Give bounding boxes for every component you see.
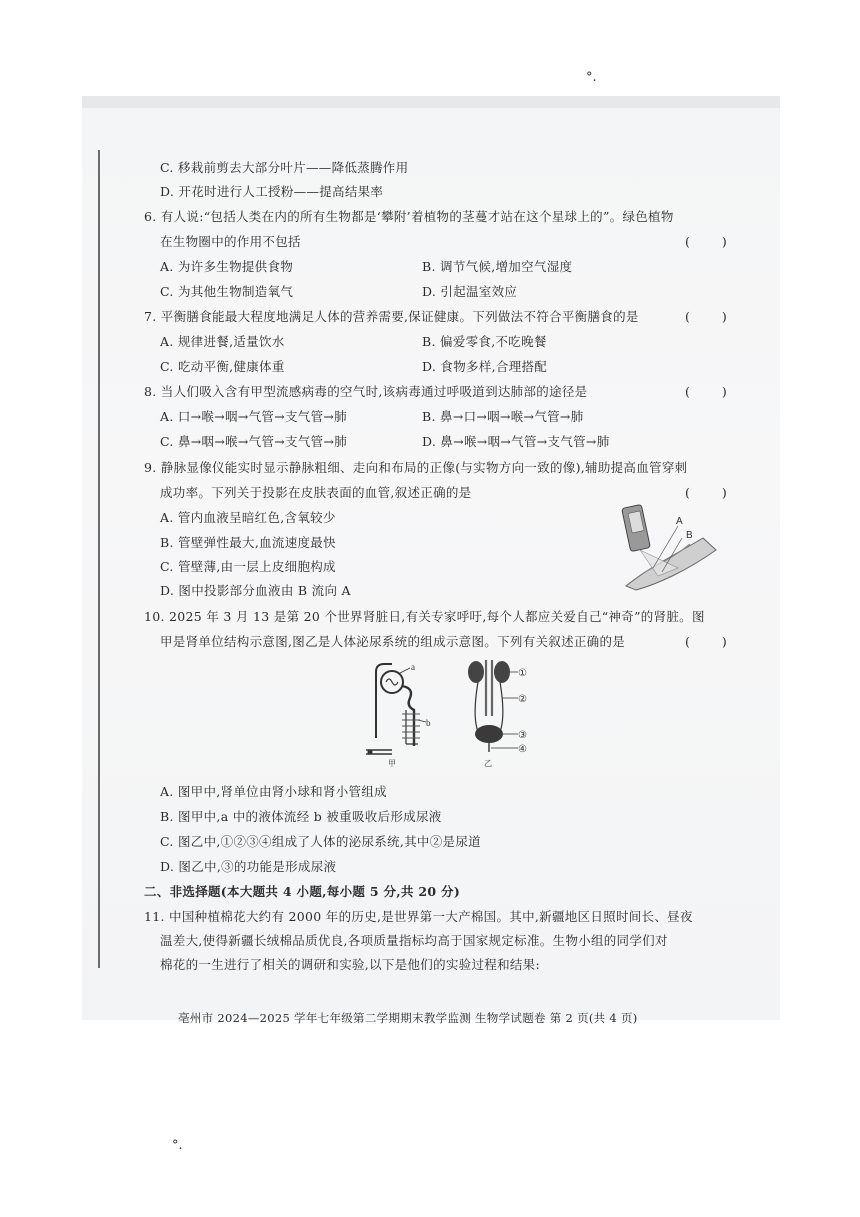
nephron-diagram	[362, 658, 432, 768]
q10-option-a: A. 图甲中,肾单位由肾小球和肾小管组成	[160, 784, 387, 799]
q9-figure-label-b: B	[686, 530, 693, 541]
q6-option-d: D. 引起温室效应	[422, 284, 518, 299]
q8-answer-blank: ( )	[685, 384, 741, 399]
q11-line1: 11. 中国种植棉花大约有 2000 年的历史,是世界第一大产棉国。其中,新疆地区日照时间长、昼夜	[144, 909, 693, 924]
q10-answer-blank: ( )	[685, 634, 741, 649]
q9-option-a: A. 管内血液呈暗红色,含氧较少	[160, 510, 336, 525]
q10-option-b: B. 图甲中,a 中的液体流经 b 被重吸收后形成尿液	[160, 809, 442, 824]
page-footer: 亳州市 2024—2025 学年七年级第二学期期末教学监测 生物学试题卷 第 2 页(共 4 页)	[178, 1011, 638, 1025]
q9-option-c: C. 管壁薄,由一层上皮细胞构成	[160, 559, 336, 574]
q5-option-c: C. 移栽前剪去大部分叶片——降低蒸腾作用	[160, 160, 409, 175]
q9-answer-blank: ( )	[685, 485, 741, 500]
q7-option-c: C. 吃动平衡,健康体重	[160, 359, 285, 374]
corner-mark-top: °.	[586, 70, 597, 85]
q7-option-b: B. 偏爱零食,不吃晚餐	[422, 334, 547, 349]
q11-line3: 棉花的一生进行了相关的调研和实验,以下是他们的实验过程和结果:	[160, 957, 540, 972]
left-margin-rule	[98, 150, 100, 968]
urinary-label-4: ④	[518, 744, 527, 755]
urinary-system-diagram	[458, 656, 540, 768]
q9-option-d: D. 图中投影部分血液由 B 流向 A	[160, 583, 351, 598]
scan-top-band	[82, 96, 780, 108]
q5-option-d: D. 开花时进行人工授粉——提高结果率	[160, 184, 384, 199]
urinary-label-3: ③	[518, 730, 527, 741]
nephron-label-b: b	[426, 718, 431, 728]
vein-imager-figure	[618, 498, 718, 590]
nephron-label-a: a	[411, 662, 415, 672]
q6-stem-line2: 在生物圈中的作用不包括	[160, 234, 301, 249]
q10-option-c: C. 图乙中,①②③④组成了人体的泌尿系统,其中②是尿道	[160, 834, 481, 849]
q8-option-d: D. 鼻→喉→咽→气管→支气管→肺	[422, 434, 610, 449]
q6-option-a: A. 为许多生物提供食物	[160, 259, 294, 274]
urinary-label-1: ①	[518, 668, 527, 679]
q6-option-c: C. 为其他生物制造氧气	[160, 284, 294, 299]
urinary-label-2: ②	[518, 694, 527, 705]
q7-answer-blank: ( )	[685, 309, 741, 324]
q10-stem-line2: 甲是肾单位结构示意图,图乙是人体泌尿系统的组成示意图。下列有关叙述正确的是	[160, 634, 626, 649]
q6-answer-blank: ( )	[685, 234, 741, 249]
figure-yi-label: 乙	[484, 759, 492, 768]
q7-option-a: A. 规律进餐,适量饮水	[160, 334, 285, 349]
q9-option-b: B. 管壁弹性最大,血流速度最快	[160, 535, 336, 550]
q10-stem-line1: 10. 2025 年 3 月 13 是第 20 个世界肾脏日,有关专家呼吁,每个人都应关爱自己“神奇”的肾脏。图	[144, 609, 705, 624]
q8-stem: 8. 当人们吸入含有甲型流感病毒的空气时,该病毒通过呼吸道到达肺部的途径是	[144, 384, 588, 399]
q9-stem-line1: 9. 静脉显像仪能实时显示静脉粗细、走向和布局的正像(与实物方向一致的像),辅助提高血管穿刺	[144, 460, 688, 475]
q8-option-c: C. 鼻→咽→喉→气管→支气管→肺	[160, 434, 348, 449]
q8-option-a: A. 口→喉→咽→气管→支气管→肺	[160, 409, 347, 424]
q7-stem: 7. 平衡膳食能最大程度地满足人体的营养需要,保证健康。下列做法不符合平衡膳食的是	[144, 309, 639, 324]
q9-figure-label-a: A	[676, 516, 683, 527]
figure-jia-label: 甲	[388, 759, 396, 768]
q11-line2: 温差大,使得新疆长绒棉品质优良,各项质量指标均高于国家规定标准。生物小组的同学们对	[160, 933, 668, 948]
q10-option-d: D. 图乙中,③的功能是形成尿液	[160, 859, 337, 874]
q6-option-b: B. 调节气候,增加空气湿度	[422, 259, 573, 274]
q8-option-b: B. 鼻→口→咽→喉→气管→肺	[422, 409, 584, 424]
q7-option-d: D. 食物多样,合理搭配	[422, 359, 548, 374]
section2-heading: 二、非选择题(本大题共 4 小题,每小题 5 分,共 20 分)	[144, 884, 461, 899]
q6-stem-line1: 6. 有人说:“包括人类在内的所有生物都是‘攀附’着植物的茎蔓才站在这个星球上的”。绿色植物	[144, 209, 674, 224]
corner-mark-bottom: °.	[172, 1138, 183, 1153]
q9-stem-line2: 成功率。下列关于投影在皮肤表面的血管,叙述正确的是	[160, 485, 472, 500]
